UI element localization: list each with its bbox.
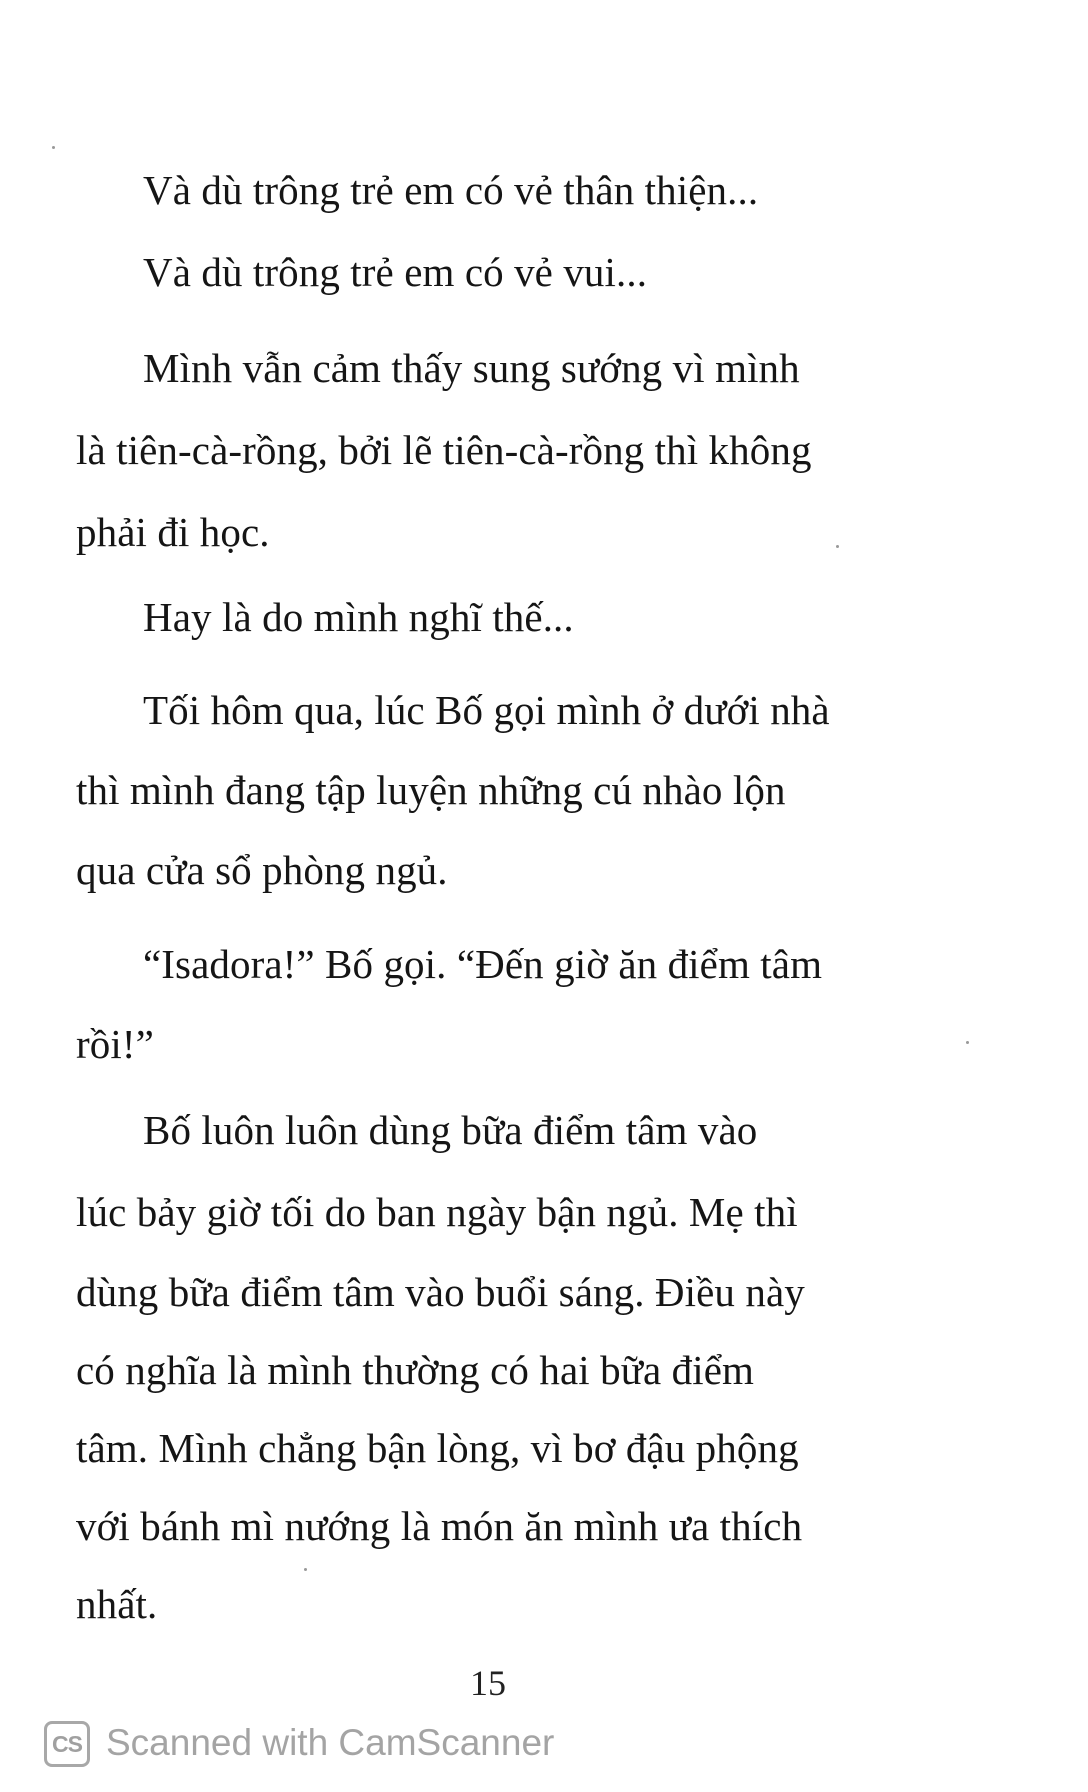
text-line: dùng bữa điểm tâm vào buổi sáng. Điều này: [76, 1269, 805, 1315]
text-line: Hay là do mình nghĩ thế...: [143, 594, 574, 640]
text-line: qua cửa sổ phòng ngủ.: [76, 847, 448, 893]
scanner-watermark: Scanned with CamScanner: [106, 1722, 555, 1763]
text-line: lúc bảy giờ tối do ban ngày bận ngủ. Mẹ thì: [76, 1189, 798, 1235]
scan-speck: [304, 1568, 307, 1571]
text-line: Tối hôm qua, lúc Bố gọi mình ở dưới nhà: [143, 687, 830, 733]
text-line: là tiên-cà-rồng, bởi lẽ tiên-cà-rồng thì không: [76, 427, 812, 473]
scan-speck: [52, 146, 55, 149]
text-line: thì mình đang tập luyện những cú nhào lộn: [76, 767, 786, 813]
camscanner-logo-icon: CS: [44, 1721, 90, 1767]
text-line: nhất.: [76, 1581, 158, 1627]
scan-speck: [966, 1041, 969, 1044]
text-line: Mình vẫn cảm thấy sung sướng vì mình: [143, 345, 800, 391]
text-line: tâm. Mình chẳng bận lòng, vì bơ đậu phộng: [76, 1425, 799, 1471]
scan-speck: [836, 545, 839, 548]
text-line: phải đi học.: [76, 509, 270, 555]
text-line: “Isadora!” Bố gọi. “Đến giờ ăn điểm tâm: [143, 941, 823, 987]
page-number: 15: [470, 1663, 506, 1703]
text-line: Và dù trông trẻ em có vẻ thân thiện...: [143, 167, 759, 213]
text-line: có nghĩa là mình thường có hai bữa điểm: [76, 1347, 755, 1393]
text-line: với bánh mì nướng là món ăn mình ưa thích: [76, 1503, 803, 1549]
text-line: Bố luôn luôn dùng bữa điểm tâm vào: [143, 1107, 758, 1153]
text-line: rồi!”: [76, 1021, 154, 1067]
text-line: Và dù trông trẻ em có vẻ vui...: [143, 249, 648, 295]
